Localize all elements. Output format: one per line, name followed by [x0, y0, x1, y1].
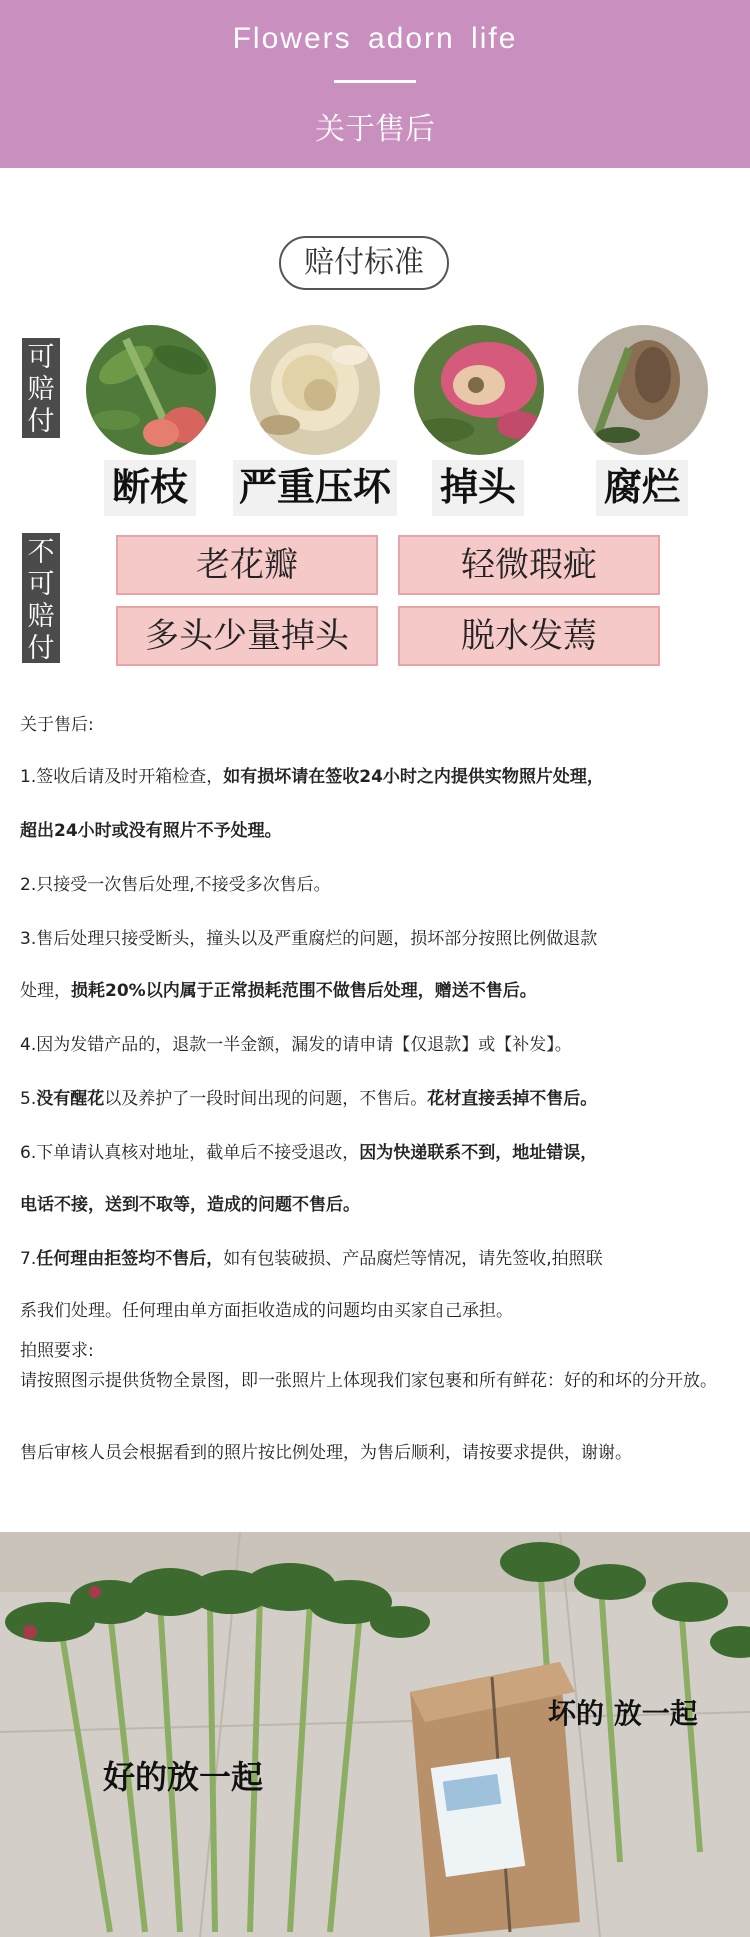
- policy-item-5: 5.没有醒花以及养护了一段时间出现的问题，不售后。花材直接丢掉不售后。: [20, 1089, 598, 1109]
- photo-requirement-2: 售后审核人员会根据看到的照片按比例处理，为售后顺利，请按要求提供，谢谢。: [20, 1443, 632, 1463]
- nonpayable-item-dehydrated: 脱水发蔫: [398, 606, 660, 666]
- policy-item-6-cont: 电话不接，送到不取等，造成的问题不售后。: [20, 1195, 360, 1215]
- nonpayable-item-old-petals: 老花瓣: [116, 535, 378, 595]
- photo-requirement-heading: 拍照要求:: [20, 1341, 94, 1361]
- policy-item-2: 2.只接受一次售后处理,不接受多次售后。: [20, 875, 331, 895]
- policy-item-3: 3.售后处理只接受断头，撞头以及严重腐烂的问题，损坏部分按照比例做退款: [20, 929, 598, 949]
- header-title: 关于售后: [315, 112, 435, 147]
- crushed-photo: [250, 325, 380, 455]
- head-dropped-photo: [414, 325, 544, 455]
- payable-item-severely-crushed: 严重压坏: [233, 460, 397, 516]
- nonpayable-item-few-heads-dropped: 多头少量掉头: [116, 606, 378, 666]
- nonpayable-label: 不 可 赔 付: [22, 533, 60, 663]
- compensation-standard-label: 赔付标准: [279, 236, 449, 290]
- payable-item-broken-stem: 断枝: [104, 460, 196, 516]
- payable-item-rotten: 腐烂: [596, 460, 688, 516]
- nonpayable-item-slight-flaws: 轻微瑕疵: [398, 535, 660, 595]
- policy-item-3-cont: 处理，损耗20%以内属于正常损耗范围不做售后处理，赠送不售后。: [20, 981, 537, 1001]
- good-together-label: 好的放一起: [103, 1758, 264, 1796]
- header-subtitle: Flowers adorn life: [232, 22, 518, 55]
- payable-label: 可 赔 付: [22, 338, 60, 438]
- payable-item-head-dropped: 掉头: [432, 460, 524, 516]
- policy-item-4: 4.因为发错产品的，退款一半金额，漏发的请申请【仅退款】或【补发】。: [20, 1035, 572, 1055]
- policy-item-6: 6.下单请认真核对地址，截单后不接受退改，因为快递联系不到，地址错误，: [20, 1143, 598, 1163]
- bad-together-label: 坏的 放一起: [548, 1697, 698, 1730]
- header-divider: [334, 80, 416, 83]
- page-header: [0, 0, 750, 168]
- example-photo: [0, 1532, 750, 1937]
- rotten-photo: [578, 325, 708, 455]
- photo-requirement-1: 请按照图示提供货物全景图，即一张照片上体现我们家包裹和所有鲜花：好的和坏的分开放。: [20, 1371, 717, 1391]
- policy-item-7-cont: 系我们处理。任何理由单方面拒收造成的问题均由买家自己承担。: [20, 1301, 513, 1321]
- policy-item-1-cont: 超出24小时或没有照片不予处理。: [20, 821, 282, 841]
- policy-item-7: 7.任何理由拒签均不售后，如有包装破损、产品腐烂等情况，请先签收,拍照联: [20, 1249, 603, 1269]
- policy-item-1: 1.签收后请及时开箱检查，如有损坏请在签收24小时之内提供实物照片处理，: [20, 767, 604, 787]
- policy-heading: 关于售后:: [20, 715, 94, 735]
- broken-stem-photo: [86, 325, 216, 455]
